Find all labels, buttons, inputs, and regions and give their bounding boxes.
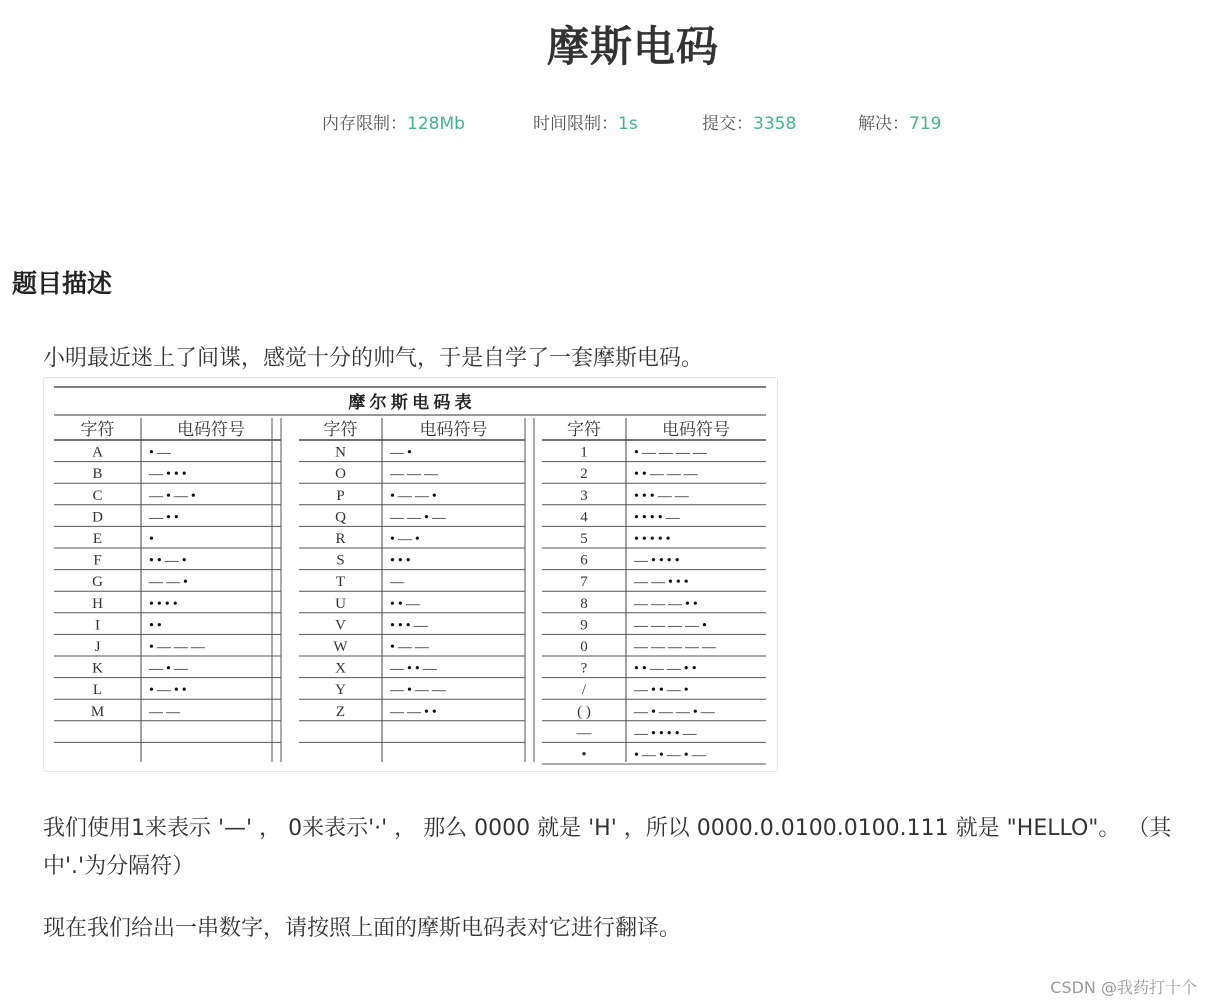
morse-code: ••— <box>390 596 423 612</box>
morse-char: 0 <box>580 639 588 655</box>
morse-code: ——••• <box>634 575 692 591</box>
morse-code: ••——— <box>634 467 701 483</box>
header-char-2: 字符 <box>323 420 358 439</box>
morse-code: ••••• <box>634 532 674 547</box>
morse-char: Z <box>335 703 346 720</box>
morse-char: S <box>336 552 345 569</box>
morse-code: •• <box>149 618 165 634</box>
header-char-3: 字符 <box>567 420 601 439</box>
morse-char: 9 <box>580 617 588 634</box>
header-code-3: 电码符号 <box>662 420 730 439</box>
section-title-description: 题目描述 <box>12 269 113 298</box>
morse-char: 7 <box>580 574 588 591</box>
morse-code: •———— <box>634 445 710 461</box>
morse-char: A <box>92 444 103 461</box>
morse-code: ••——•• <box>634 661 700 677</box>
morse-char: E <box>92 531 103 547</box>
morse-char: D <box>92 509 103 526</box>
morse-code: —••— <box>390 661 440 677</box>
morse-char: L <box>92 682 103 699</box>
morse-code: •— <box>149 445 174 461</box>
morse-code: ———•• <box>634 596 701 612</box>
morse-char: I <box>95 617 100 634</box>
morse-code: •——• <box>390 488 440 504</box>
morse-code: •••— <box>390 618 431 634</box>
morse-code: —•—— <box>390 683 449 699</box>
morse-char: H <box>92 595 103 612</box>
morse-char: R <box>335 531 346 547</box>
morse-code: —••••— <box>634 726 700 742</box>
morse-code: —— <box>149 704 183 720</box>
morse-char: 5 <box>580 531 588 547</box>
morse-code: ——— <box>390 467 441 483</box>
morse-char: • <box>581 747 587 763</box>
morse-char: 8 <box>580 595 588 612</box>
description-paragraph: 小明最近迷上了间谍，感觉十分的帅气，于是自学了一套摩斯电码。 <box>43 346 704 371</box>
morse-char: 6 <box>580 552 588 569</box>
stat-submissions: 提交：3358 <box>702 114 797 134</box>
morse-char: W <box>333 639 348 655</box>
morse-code: ••• <box>390 553 414 569</box>
morse-code: •••• <box>149 596 181 612</box>
morse-code: — <box>390 575 407 591</box>
morse-char: ? <box>580 660 588 677</box>
morse-code: •—• <box>390 532 423 547</box>
morse-char: C <box>92 487 103 504</box>
morse-code: •—•• <box>149 683 190 699</box>
morse-code: ——•— <box>390 510 449 526</box>
morse-code: ————— <box>634 640 719 655</box>
morse-code: •—— <box>390 640 432 655</box>
morse-char: U <box>335 595 346 612</box>
morse-code: ————• <box>634 618 710 634</box>
morse-code: —••—• <box>634 683 692 699</box>
morse-char: O <box>335 466 346 483</box>
stat-time: 时间限制：1s <box>533 114 638 134</box>
morse-code: ——•• <box>390 704 440 720</box>
morse-char: J <box>94 639 101 655</box>
page-title: 摩斯电码 <box>546 22 719 71</box>
morse-char: B <box>92 466 103 483</box>
header-code-2: 电码符号 <box>419 420 488 439</box>
morse-code: —•••• <box>634 553 683 569</box>
morse-code: ••—• <box>149 553 190 569</box>
morse-char: N <box>335 444 346 461</box>
morse-char: Q <box>335 509 346 526</box>
morse-code: •—•—•— <box>634 748 709 763</box>
morse-code: ——• <box>149 575 191 591</box>
morse-code: ••••— <box>634 510 683 526</box>
morse-char: 1 <box>580 444 588 461</box>
stat-solved: 解决：719 <box>858 114 942 134</box>
csdn-watermark: CSDN @我药打十个 <box>1050 978 1197 997</box>
morse-table <box>44 378 777 771</box>
morse-char: 3 <box>580 487 588 504</box>
morse-code: •——— <box>149 640 208 655</box>
morse-char: ( ) <box>577 703 591 720</box>
morse-code: • <box>149 532 157 547</box>
morse-char: V <box>335 617 346 634</box>
morse-char: / <box>581 682 587 699</box>
morse-code: •••—— <box>634 488 692 504</box>
morse-char: P <box>336 487 345 504</box>
morse-char: — <box>576 725 592 742</box>
stat-memory: 内存限制：128Mb <box>322 114 465 134</box>
morse-code: —• <box>390 445 415 461</box>
encoding-explanation: 我们使用1来表示 '—' ， 0来表示'·' ， 那么 0000 就是 'H' ，所以 0000.0.0100.0100.111 就是 "HELLO"。 （其中'.'为分隔符） <box>43 816 1172 879</box>
morse-char: 2 <box>580 466 588 483</box>
morse-char: T <box>335 574 346 591</box>
morse-char: F <box>93 552 102 569</box>
morse-char: X <box>335 660 346 677</box>
header-code-1: 电码符号 <box>177 420 245 439</box>
morse-char: 4 <box>580 509 588 526</box>
morse-code: —••• <box>149 467 190 483</box>
header-char-1: 字符 <box>80 420 115 439</box>
morse-code: —•——•— <box>634 704 718 720</box>
morse-char: M <box>90 703 105 720</box>
table-title: 摩 尔 斯 电 码 表 <box>348 393 472 412</box>
morse-code: —•—• <box>149 488 199 504</box>
morse-char: G <box>92 574 103 591</box>
morse-code-table-image <box>43 377 778 772</box>
morse-char: Y <box>335 682 346 699</box>
morse-code: —•• <box>149 510 182 526</box>
morse-char: K <box>92 660 103 677</box>
morse-code: —•— <box>149 661 191 677</box>
task-instruction: 现在我们给出一串数字，请按照上面的摩斯电码表对它进行翻译。 <box>43 916 682 941</box>
